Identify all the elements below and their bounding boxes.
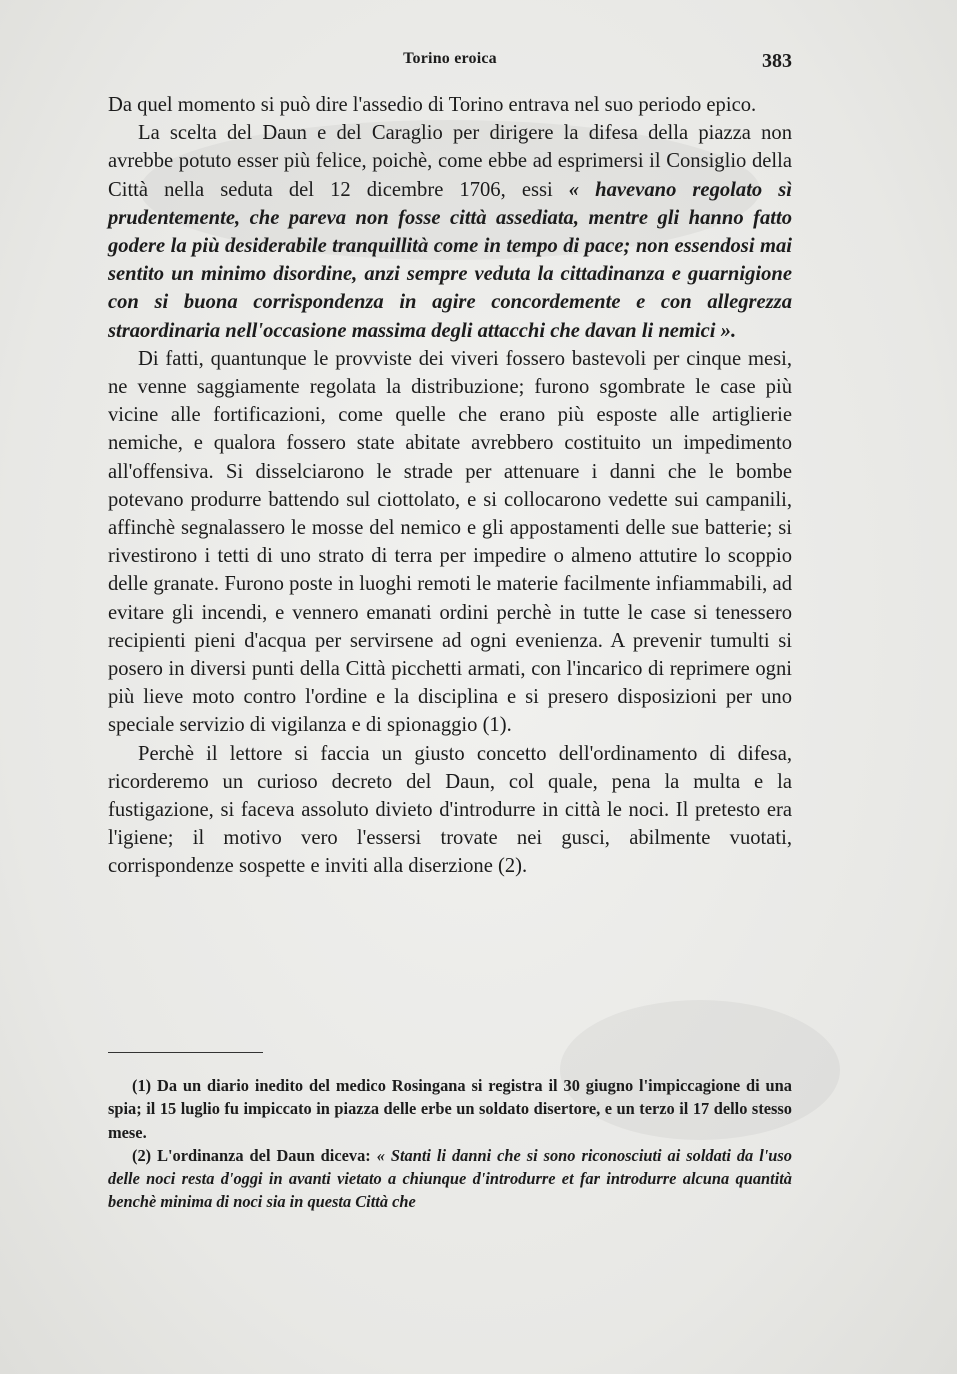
paragraph-2 <box>108 119 792 345</box>
footnote-divider <box>108 1052 263 1053</box>
paragraph-2-intro: La scelta del Daun e del Caraglio per dirigere la difesa della piazza non avrebbe potuto esser più felice, poichè, come ebbe ad esprimersi il Consiglio della Città nella seduta del 12 dicembre 1706, essi <box>108 122 792 201</box>
paragraph-3: Di fatti, quantunque le provviste dei viveri fossero bastevoli per cinque mesi, ne venne saggiamente regolata la distribuzione; furono sgombrate le case più vicine alle fortificazioni, come quelle che erano più esposte alle artiglierie nemiche, e qualora fossero state abitate avrebbero costituito un impedimento all'offensiva. Si disselciarono le strade per attenuare i danni che le bombe potevano produrre battendo sul ciottolato, e si collocarono vedette sui campanili, affinchè segnalassero le mosse del nemico e gli appostamenti delle sue batterie; si rivestirono i tetti di uno strato di terra per impedire o almeno attutire lo scoppio delle granate. Furono poste in luoghi remoti le materie facilmente infiammabili, ad evitare gli incendi, e vennero emanati ordini perchè in tutte le case si tenessero recipienti pieni d'acqua per servirsene ad ogni evenienza. A prevenir tumulti si posero in diversi punti della Città picchetti armati, con l'incarico di reprimere ogni più lieve moto contro l'ordine e la disciplina e si presero disposizioni per uno speciale servizio di vigilanza e di spionaggio (1). <box>108 347 792 737</box>
footnote-2 <box>108 1144 792 1214</box>
page-header <box>108 50 792 74</box>
ordinance-quote: « Stanti li danni che si sono riconosciuti ai soldati da l'uso delle noci resta d'oggi in avanti vietato a chiunque d'introdurre et far introdurre alcuna quantità benchè minima di noci sia in questa Città che <box>108 1145 792 1212</box>
footnotes <box>108 1074 792 1214</box>
footnote-2-intro: (2) L'ordinanza del Daun diceva: <box>132 1145 377 1165</box>
page-number: 383 <box>762 50 792 72</box>
paragraph-4: Perchè il lettore si faccia un giusto concetto dell'ordinamento di difesa, ricorderemo un curioso decreto del Daun, col quale, pena la multa e la fustigazione, si faceva assoluto divieto d'introdurre in città le noci. Il pretesto era l'igiene; il motivo vero l'essersi trovate nei gusci, abilmente vuotati, corrispondenze sospette e inviti alla diserzione (2). <box>108 742 792 878</box>
council-quote: « havevano regolato sì prudentemente, che pareva non fosse città assediata, mentre gli hanno fatto godere la più desiderabile tranquillità come in tempo di pace; non essendosi mai sentito un minimo disordine, anzi sempre veduta la cittadinanza e guarnigione con si buona corrispondenza in agire concordemente e con allegrezza straordinaria nell'occasione massima degli attacchi che davan li nemici ». <box>108 178 793 342</box>
paragraph-1: Da quel momento si può dire l'assedio di Torino entrava nel suo periodo epico. <box>108 94 757 116</box>
footnote-1: (1) Da un diario inedito del medico Rosingana si registra il 30 giugno l'impiccagione di una spia; il 15 luglio fu impiccato in piazza delle erbe un soldato disertore, e un terzo il 17 dello stesso mese. <box>108 1076 792 1142</box>
main-text <box>108 91 792 881</box>
running-title: Torino eroica <box>403 50 497 67</box>
